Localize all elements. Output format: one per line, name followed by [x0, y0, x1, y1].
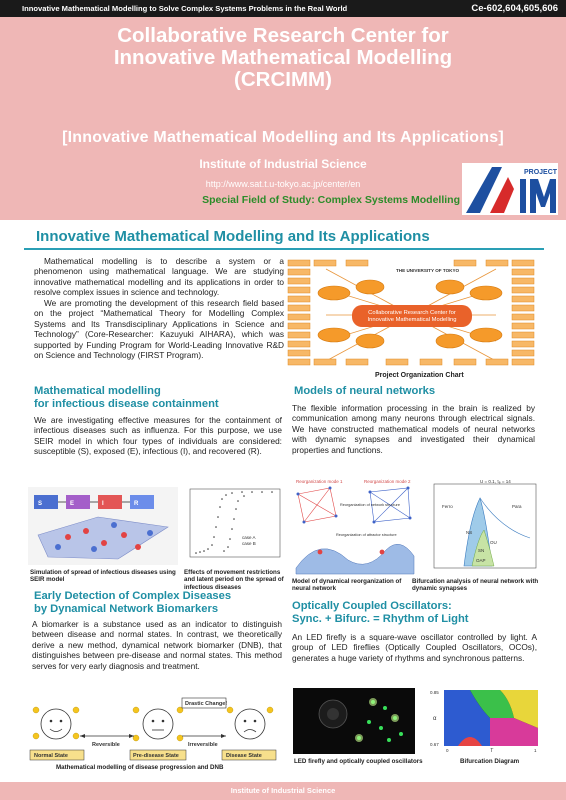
- biomarkers-title-line-2: by Dynamical Network Biomarkers: [34, 602, 219, 615]
- oscillators-title-line-2: Sync. + Bifurc. = Rhythm of Light: [292, 612, 469, 625]
- axis-y-bottom: 0.67: [430, 742, 439, 747]
- poster-title: [40, 25, 526, 91]
- infectious-body: We are investigating effective measures for the containment of infectious diseases such as influenza. For this purpose, we use SEIR model in which four types of individuals are considered: susceptible (S), exposed (E), infectious (I), and recovered (R).: [34, 415, 282, 457]
- org-chart-center-label: Collaborative Research Center for: [368, 310, 456, 316]
- title-line-1: Collaborative Research Center for: [117, 24, 449, 47]
- title-line-3: (CRCIMM): [234, 68, 332, 91]
- region-ferro: Ferro: [442, 504, 453, 509]
- seir-s: S: [38, 501, 43, 507]
- reorg-attractor-label: Reorganization of attractor structure: [336, 533, 397, 537]
- title-line-2: Innovative Mathematical Modelling: [113, 46, 453, 69]
- reorg-mode-2-label: Reorganization mode 2: [364, 479, 411, 484]
- top-bar-text: Innovative Mathematical Modelling to Solve Complex Systems Problems in the Real World: [22, 4, 348, 13]
- neural-caption-2: Bifurcation analysis of neural network with dynamic synapses: [412, 578, 539, 593]
- infectious-title-line-2: for infectious disease containment: [34, 397, 219, 410]
- footer: Institute of Industrial Science: [0, 782, 566, 800]
- poster-code: Ce-602,604,605,606: [471, 3, 558, 14]
- region-ns: NS: [466, 530, 473, 535]
- led-firefly-photo: [293, 688, 415, 754]
- seir-simulation-figure: [28, 487, 178, 565]
- logo-small-text: PROJECT: [524, 169, 558, 176]
- region-oap: OAP: [476, 558, 486, 563]
- special-field: Special Field of Study: Complex Systems Modelling: [202, 194, 460, 206]
- univ-label: THE UNIVERSITY OF TOKYO: [396, 268, 460, 273]
- axis-y-top: 0.85: [430, 690, 439, 695]
- disease-state-label: Disease State: [226, 753, 262, 759]
- oscillators-title-line-1: Optically Coupled Oscillators:: [292, 600, 452, 612]
- spread-caption: Effects of movement restrictions and latent period on the spread of infectious diseases: [184, 569, 284, 591]
- biomarkers-title: [34, 590, 231, 615]
- legend-case-a: case A: [242, 535, 256, 540]
- biomarkers-title-line-1: Early Detection of Complex Diseases: [34, 590, 232, 602]
- region-para: Para: [512, 504, 522, 509]
- oscillators-body: An LED firefly is a square-wave oscillator controlled by light. A group of LED fireflies (Optically Coupled Oscillators, OCOs), generates a huge variety of rhythms and synchronous patterns.: [292, 632, 537, 663]
- infection-spread-plot: [182, 487, 282, 565]
- org-chart-caption: Project Organization Chart: [375, 372, 464, 379]
- led-caption: LED firefly and optically coupled oscillators: [294, 758, 423, 765]
- main-section-title: Innovative Mathematical Modelling and Its Applications: [36, 228, 430, 245]
- institute-name: Institute of Industrial Science: [199, 157, 367, 171]
- org-chart: [286, 257, 536, 371]
- reorg-mode-1-label: Reorganization mode 1: [296, 479, 343, 484]
- plot-param-label: U = 0.1, τₑ = 14: [480, 479, 511, 484]
- oscillators-title: [292, 600, 469, 625]
- region-ou: OU: [490, 540, 497, 545]
- org-chart-center-label-2: Innovative Mathematical Modelling: [367, 317, 457, 323]
- region-sn: SN: [478, 548, 485, 553]
- bifurcation-diagram: [430, 688, 542, 754]
- normal-state-label: Normal State: [34, 753, 68, 759]
- aim-project-logo: [462, 163, 558, 215]
- seir-e: E: [70, 501, 75, 507]
- neural-reorganization-figure: [290, 476, 418, 576]
- legend-case-b: case B: [242, 541, 256, 546]
- section-divider: [24, 248, 544, 250]
- axis-alpha: α: [433, 716, 437, 722]
- axis-x-right: 1: [534, 748, 537, 753]
- dnb-diagram: [22, 696, 284, 762]
- neural-body: The flexible information processing in the brain is realized by communication among many neurons through electrical signals. We have constructed mathematical models of neural networks with dynamic synapses and investigated their dynamical properties and functions.: [292, 403, 535, 455]
- seir-caption: Simulation of spread of infectious diseases using SEIR model: [30, 569, 176, 584]
- axis-x-label: T: [490, 748, 494, 754]
- infectious-title-line-1: Mathematical modelling: [34, 385, 161, 397]
- bifurcation-caption: Bifurcation Diagram: [460, 758, 520, 765]
- neural-title: Models of neural networks: [294, 385, 436, 397]
- bifurcation-analysis-plot: [420, 478, 540, 576]
- drastic-change-label: Drastic Change!: [185, 701, 228, 707]
- pre-disease-state-label: Pre-disease State: [133, 753, 179, 759]
- irreversible-label: Irreversible: [188, 742, 218, 748]
- reversible-label: Reversible: [92, 742, 120, 748]
- poster-subtitle: [Innovative Mathematical Modelling and Its Applications]: [62, 129, 504, 146]
- neural-caption-1: Model of dynamical reorganization of neural network: [292, 578, 402, 593]
- top-bar: [0, 0, 566, 17]
- biomarkers-body: A biomarker is a substance used as an indicator to distinguish between disease and normal states. In contrast, we theoretically derive a new method, dynamical network biomarker (DNB), that distinguishes between pre-disease and normal states. This method serves for very early diagnosis and treatment.: [32, 619, 282, 671]
- intro-paragraph-2: We are promoting the development of this research field based on the project “Mathematical Theory for Modelling Complex Systems and Its Transdisciplinary Applications in Science and Technology” (Core-Researcher: Kazuyuki AIHARA), which was supported by Funding Program for World-Leading Innovative R&D on Science and Technology (FIRST Program).: [34, 298, 284, 361]
- intro-paragraph-1: Mathematical modelling is to describe a system or a phenomenon using mathematical language. We are studying innovative mathematical modelling and its applications in order to resolve complex issues in science and technology.: [34, 256, 284, 298]
- infectious-title: [34, 385, 219, 410]
- reorg-network-label: Reorganization of network structure: [340, 503, 400, 507]
- seir-i: I: [102, 501, 104, 507]
- axis-x-left: 0: [446, 748, 449, 753]
- seir-r: R: [134, 501, 139, 507]
- dnb-caption: Mathematical modelling of disease progression and DNB: [56, 764, 224, 771]
- center-url-link[interactable]: http://www.sat.t.u-tokyo.ac.jp/center/en: [205, 179, 361, 189]
